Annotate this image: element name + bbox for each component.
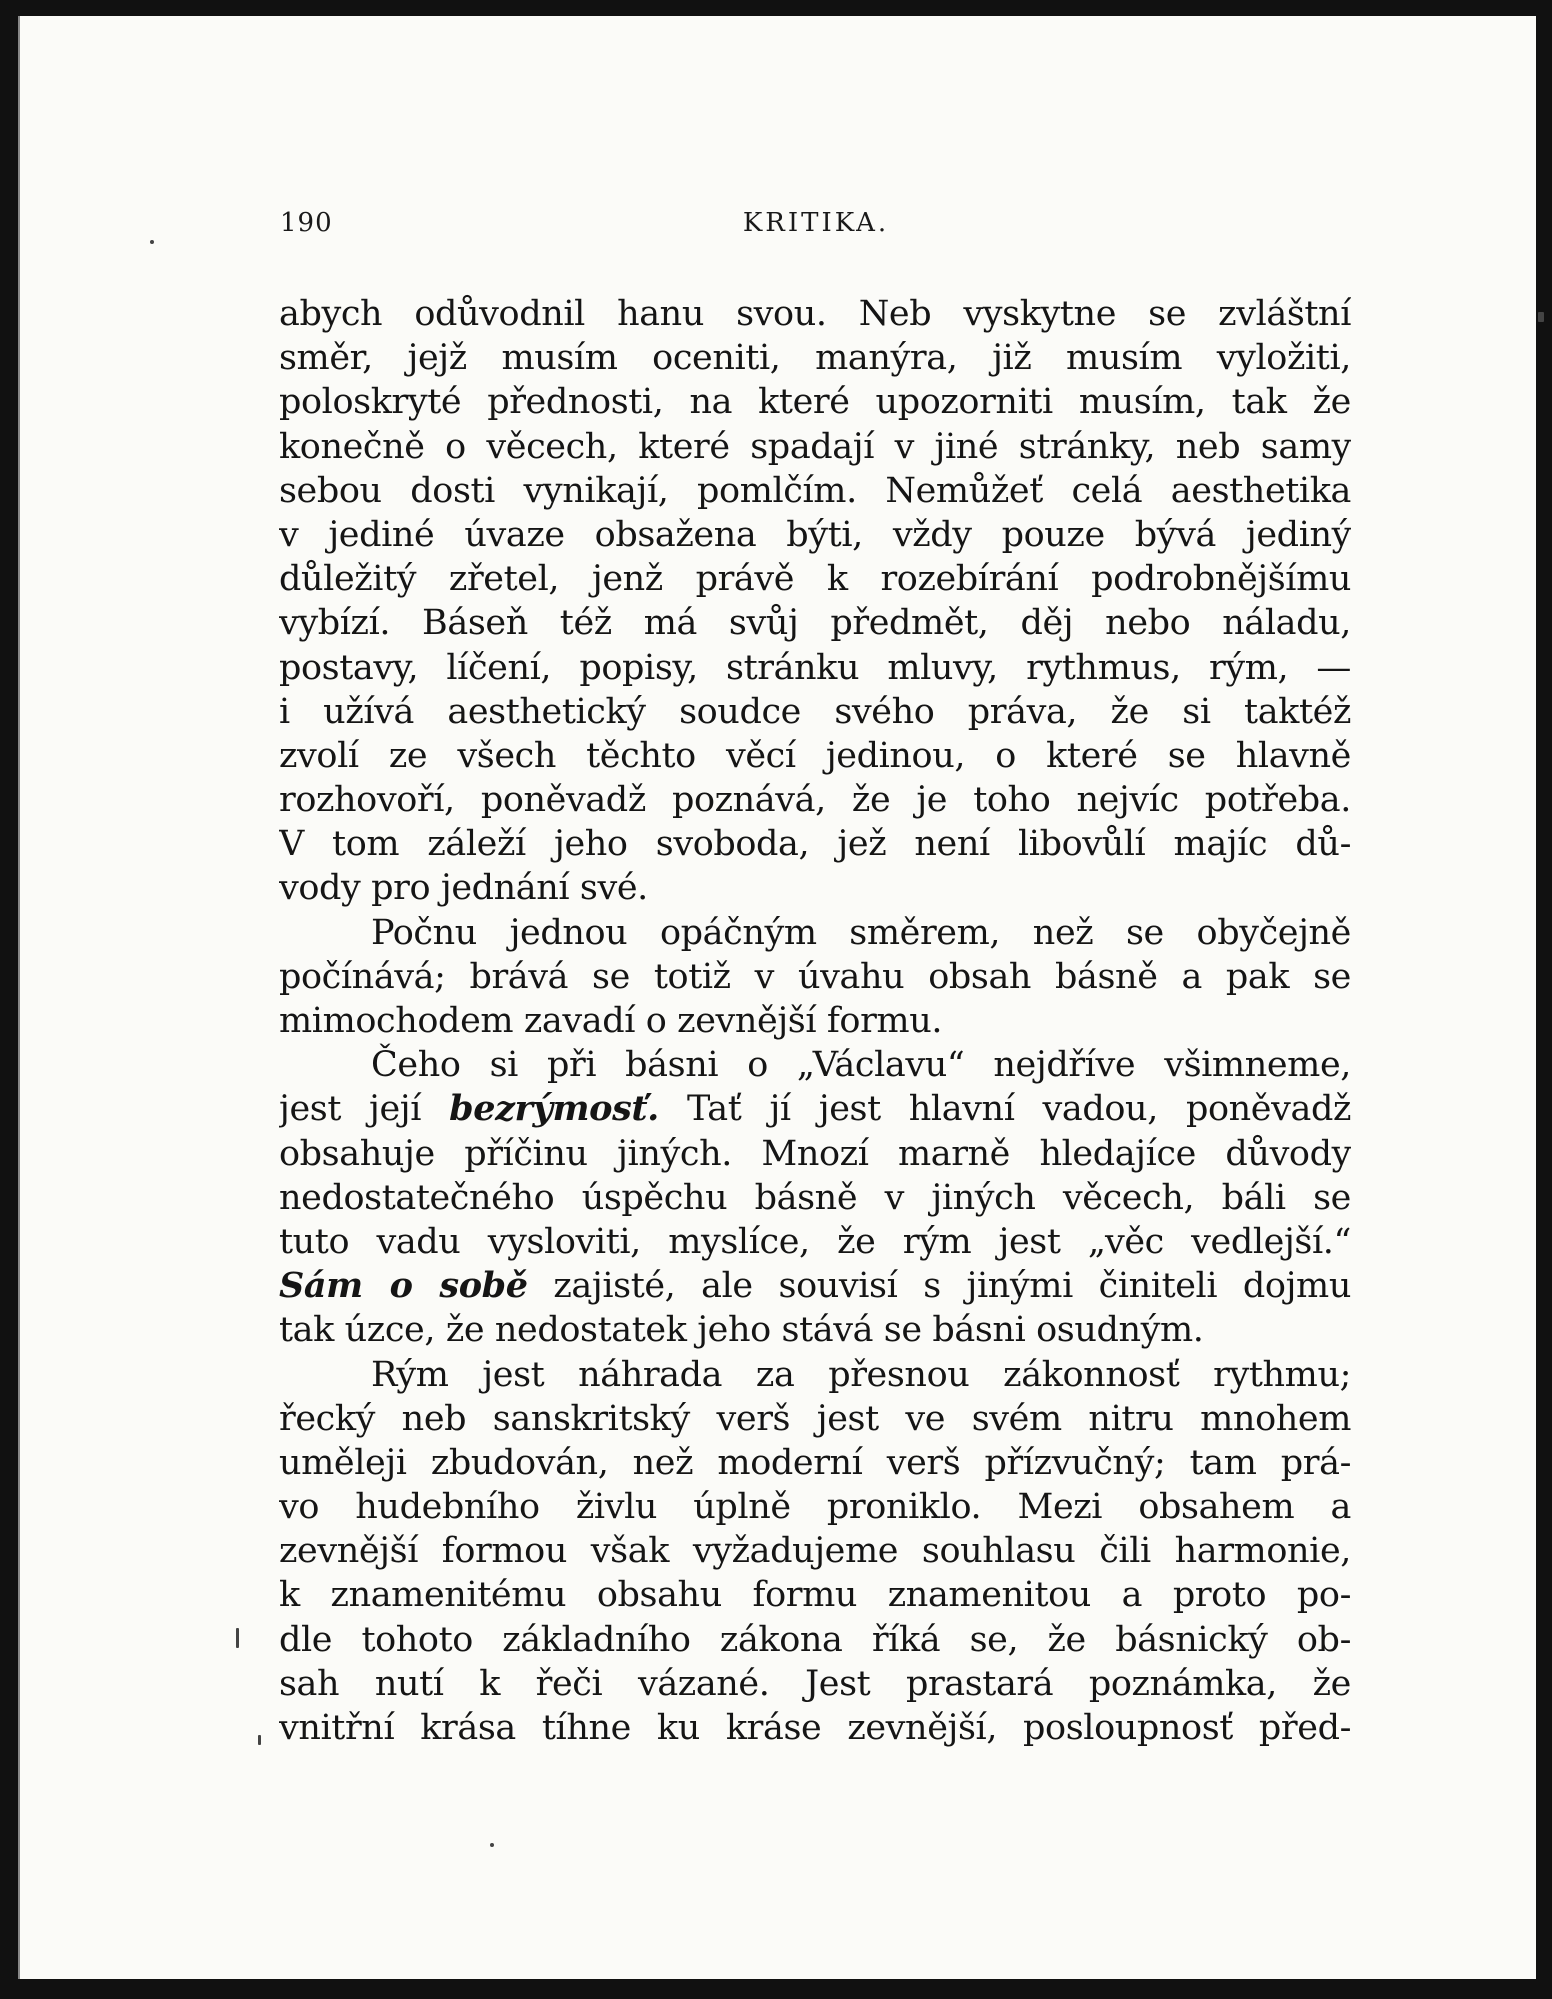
text-line: řecký neb sanskritský verš jest ve svém nitru mnohem — [279, 1398, 1351, 1439]
text-line: počínává; brává se totiž v úvahu obsah básně a pak se — [279, 956, 1351, 997]
text-fragment: jest její — [279, 1089, 422, 1130]
scan-speck — [258, 1735, 261, 1745]
text-line: sah nutí k řeči vázané. Jest prastará poznámka, že — [279, 1663, 1351, 1704]
text-line: tuto vadu vysloviti, myslíce, že rým jest „věc vedlejší.“ — [279, 1221, 1351, 1262]
text-line: Rým jest náhrada za přesnou zákonnosť rythmu; — [371, 1354, 1351, 1395]
text-fragment: zajisté, ale souvisí s jinými činiteli dojmu — [553, 1266, 1351, 1307]
text-line: tak úzce, že nedostatek jeho stává se básni osudným. — [279, 1310, 1204, 1351]
text-fragment: Tať jí jest hlavní vadou, poněvadž — [687, 1089, 1351, 1130]
text-line: konečně o věcech, které spadají v jiné stránky, neb samy — [279, 426, 1351, 467]
text-line: obsahuje příčinu jiných. Mnozí marně hledajíce důvody — [279, 1133, 1351, 1174]
scan-speck — [236, 1628, 239, 1648]
text-line: poloskryté přednosti, na které upozorniti musím, tak že — [279, 382, 1351, 423]
body-text — [279, 292, 1351, 1750]
text-line: sebou dosti vynikají, pomlčím. Nemůžeť celá aesthetika — [279, 470, 1351, 511]
text-line: nedostatečného úspěchu básně v jiných věcech, báli se — [279, 1177, 1351, 1218]
text-line: rozhovoří, poněvadž poznává, že je toho nejvíc potřeba. — [279, 780, 1351, 821]
text-line: v jediné úvaze obsažena býti, vždy pouze bývá jediný — [279, 514, 1351, 555]
text-line: uměleji zbudován, než moderní verš přízvučný; tam prá- — [279, 1442, 1351, 1483]
emphasized-term: Sám o sobě — [279, 1265, 528, 1307]
scan-speck — [490, 1843, 494, 1847]
page-title: KRITIKA. — [742, 208, 890, 238]
scan-speck — [1538, 312, 1544, 322]
page-number: 190 — [280, 208, 333, 238]
scan-edge-bottom — [0, 1979, 1552, 1999]
scan-edge-top — [0, 0, 1552, 16]
text-line: vybízí. Báseň též má svůj předmět, děj nebo náladu, — [279, 603, 1351, 644]
text-line: postavy, líčení, popisy, stránku mluvy, rythmus, rým, — — [279, 647, 1351, 688]
emphasized-term: bezrýmosť. — [449, 1088, 659, 1130]
scan-edge-right — [1536, 0, 1552, 1999]
text-line: V tom záleží jeho svoboda, jež není libovůlí majíc dů- — [279, 824, 1351, 865]
text-line: abych odůvodnil hanu svou. Neb vyskytne se zvláštní — [279, 294, 1351, 334]
text-line: zvolí ze všech těchto věcí jedinou, o které se hlavně — [279, 735, 1351, 776]
text-line: směr, jejž musím oceniti, manýra, již musím vyložiti, — [279, 338, 1351, 379]
scan-speck — [150, 240, 154, 244]
text-line: vo hudebního živlu úplně proniklo. Mezi obsahem a — [279, 1487, 1351, 1528]
running-head — [280, 208, 1352, 248]
text-line: vnitřní krása tíhne ku kráse zevnější, posloupnosť před- — [279, 1708, 1351, 1748]
text-line: Čeho si při básni o „Václavu“ nejdříve všimneme, — [371, 1045, 1351, 1086]
text-line-with-emphasis — [279, 1087, 1351, 1131]
text-line: dle tohoto základního zákona říká se, že básnický ob- — [279, 1619, 1351, 1660]
text-line-with-emphasis — [279, 1264, 1351, 1308]
text-line: Počnu jednou opáčným směrem, než se obyčejně — [371, 912, 1351, 953]
text-line: mimochodem zavadí o zevnější formu. — [279, 1001, 943, 1041]
text-line: i užívá aesthetický soudce svého práva, že si taktéž — [279, 691, 1351, 732]
scan-edge-left — [0, 0, 18, 1999]
text-line: důležitý zřetel, jenž právě k rozebírání podrobnějšímu — [279, 559, 1351, 600]
text-line: zevnější formou však vyžadujeme souhlasu čili harmonie, — [279, 1531, 1351, 1572]
text-line: k znamenitému obsahu formu znamenitou a proto po- — [279, 1575, 1351, 1616]
text-line: vody pro jednání své. — [279, 868, 648, 909]
